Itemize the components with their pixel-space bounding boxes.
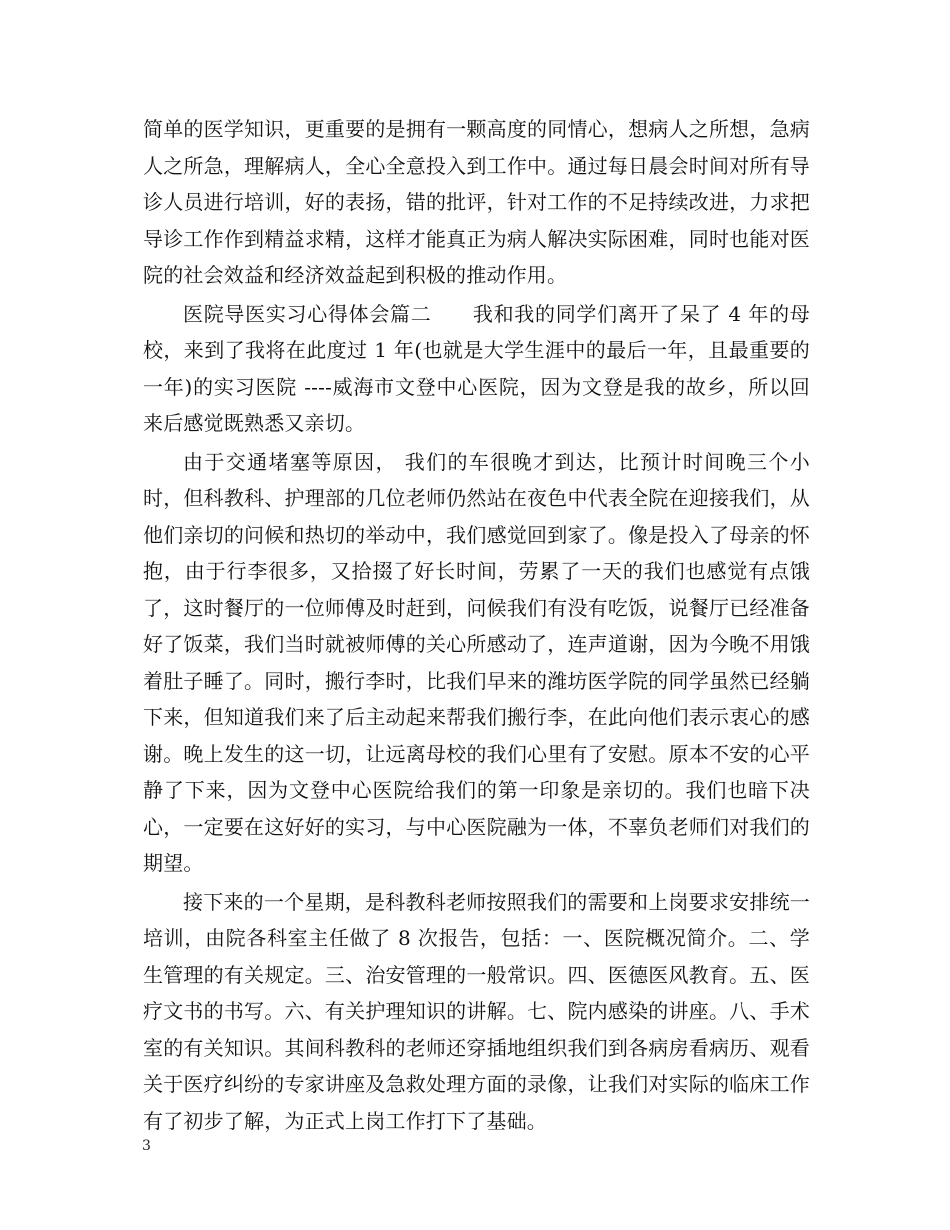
paragraph-2: 医院导医实习心得体会篇二 我和我的同学们离开了呆了 4 年的母校，来到了我将在此度过 1 年(也就是大学生涯中的最后一年，且最重要的一年)的实习医院 ----威海市文登中心医院，因为文登是我的故乡，所以回来后感觉既熟悉又亲切。 [143, 301, 810, 435]
page-number: 3 [142, 1138, 151, 1154]
body-text [143, 111, 810, 1141]
paragraph-4: 接下来的一个星期，是科教科老师按照我们的需要和上岗要求安排统一培训，由院各科室主任做了 8 次报告，包括：一、医院概况简介。二、学生管理的有关规定。三、治安管理的一般常识。四、医德医风教育。五、医疗文书的书写。六、有关护理知识的讲解。七、院内感染的讲座。八、手术室的有关知识。其间科教科的老师还穿插地组织我们到各病房看病历、观看关于医疗纠纷的专家讲座及急救处理方面的录像，让我们对实际的临床工作有了初步了解，为正式上岗工作打下了基础。 [143, 889, 810, 1133]
paragraph-3: 由于交通堵塞等原因， 我们的车很晚才到达，比预计时间晚三个小时，但科教科、护理部的几位老师仍然站在夜色中代表全院在迎接我们，从他们亲切的问候和热切的举动中，我们感觉回到家了。像是投入了母亲的怀抱，由于行李很多，又拾掇了好长时间，劳累了一天的我们也感觉有点饿了，这时餐厅的一位师傅及时赶到，问候我们有没有吃饭，说餐厅已经准备好了饭菜，我们当时就被师傅的关心所感动了，连声道谢，因为今晚不用饿着肚子睡了。同时，搬行李时，比我们早来的潍坊医学院的同学虽然已经躺下来，但知道我们来了后主动起来帮我们搬行李，在此向他们表示衷心的感谢。晚上发生的这一切，让远离母校的我们心里有了安慰。原本不安的心平静了下来，因为文登中心医院给我们的第一印象是亲切的。我们也暗下决心，一定要在这好好的实习，与中心医院融为一体，不辜负老师们对我们的期望。 [143, 449, 810, 875]
paragraph-1: 简单的医学知识，更重要的是拥有一颗高度的同情心，想病人之所想，急病人之所急，理解病人，全心全意投入到工作中。通过每日晨会时间对所有导诊人员进行培训，好的表扬，错的批评，针对工作的不足持续改进，力求把导诊工作作到精益求精，这样才能真正为病人解决实际困难，同时也能对医院的社会效益和经济效益起到积极的推动作用。 [143, 117, 810, 287]
